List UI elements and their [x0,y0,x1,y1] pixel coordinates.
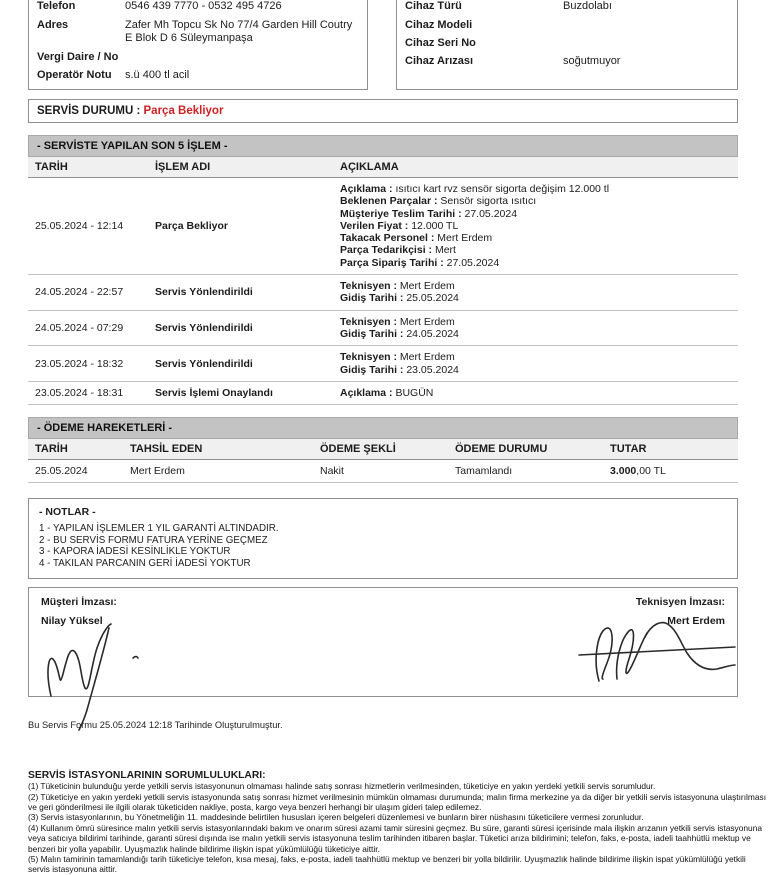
operation-name: Servis Yönlendirildi [155,357,253,370]
detail-label: Takacak Personel : [340,232,437,244]
service-status-box [28,99,738,123]
operation-row [28,178,738,275]
operation-date: 23.05.2024 - 18:31 [35,387,124,399]
operation-details [340,280,738,305]
operation-row [28,311,738,347]
note-item: 2 - BU SERVİS FORMU FATURA YERİNE GEÇMEZ [39,534,268,546]
note-item: 3 - KAPORA İADESİ KESİNLİKLE YOKTUR [39,546,231,558]
responsibility-paragraph: (1) Tüketicinin bulunduğu yerde yetkili servis istasyonunun olmaması halinde satış sonrası hizmetlerin verilmesinden, tüketiciye en yakın yerdeki yetkili servis sorumludur. [28,781,656,792]
operation-details [340,351,738,376]
payment-amount [610,465,738,477]
cihaz-arizasi-label: Cihaz Arızası [405,55,474,67]
responsibilities-section [28,770,768,875]
operation-details [340,316,738,341]
service-status-value: Parça Bekliyor [143,105,224,117]
note-item: 1 - YAPILAN İŞLEMLER 1 YIL GARANTİ ALTINDADIR. [39,523,279,535]
customer-info-box [28,0,368,90]
detail-value: 27.05.2024 [464,207,518,220]
responsibility-paragraph: (3) Servis istasyonlarının, bu Yönetmeliğin 11. maddesinde belirtilen hususları içeren belgeleri düzenlemesi ve bunların birer nüshasını tüketicilere vermesi zorunludur. [28,812,644,823]
responsibility-paragraph: (5) Malın tamirinin tamamlandığı tarih tüketiciye telefon, kısa mesaj, faks, e-posta, iadeli taahhütlü mektup ve benzeri bir yolla bildirilir. Uyuşmazlık halinde bildirime ilişkin ispat yükümlülüğü yetkili servis istasyonuna aittir. [28,854,746,875]
device-row-modeli [405,16,737,34]
device-row-arizasi [405,52,737,71]
detail-label: Teknisyen : [340,316,400,328]
payments-header-tarih: TARİH [35,443,68,456]
customer-row-operator-notu [37,66,367,85]
cihaz-arizasi-value: soğutmuyor [563,55,621,67]
payment-date: 25.05.2024 [35,465,88,478]
telefon-label: Telefon [37,0,76,12]
detail-label: Beklenen Parçalar : [340,195,440,207]
detail-label: Açıklama : [340,183,395,195]
detail-label: Gidiş Tarihi : [340,364,406,376]
operation-date: 25.05.2024 - 12:14 [35,220,124,233]
detail-value: 27.05.2024 [446,256,500,269]
payment-status: Tamamlandı [455,465,513,478]
operation-name: Servis İşlemi Onaylandı [155,387,273,399]
responsibilities-title: SERVİS İSTASYONLARININ SORUMLULUKLARI: [28,770,266,782]
operations-table-header [28,157,738,178]
service-status-label: SERVİS DURUMU : [37,105,141,117]
customer-row-adres [37,16,367,48]
operation-date: 24.05.2024 - 07:29 [35,321,124,334]
detail-label: Gidiş Tarihi : [340,292,406,304]
detail-value: Mert Erdem [399,351,455,364]
operation-date: 23.05.2024 - 18:32 [35,357,124,370]
operations-header-tarih: TARİH [35,161,68,173]
adres-label: Adres [37,19,69,31]
payments-table-header [28,439,738,460]
cihaz-turu-label: Cihaz Türü [405,0,462,12]
operation-name: Parça Bekliyor [155,220,228,233]
note-item: 4 - TAKILAN PARCANIN GERİ İADESİ YOKTUR [39,557,251,569]
technician-signature-icon [577,613,737,688]
detail-label: Açıklama : [340,387,395,399]
detail-label: Teknisyen : [340,280,400,292]
operation-row [28,346,738,382]
detail-value: Mert Erdem [437,232,493,245]
detail-value: 23.05.2024 [406,363,459,376]
detail-value: 24.05.2024 [406,327,459,340]
responsibility-paragraph: (2) Tüketiciye en yakın yerdeki yetkili servis istasyonunda satış sonrası hizmet verilmesinin mümkün olmaması durumunda; malın firma merkezine ya da diğer bir yetkili servis istasyonuna ulaştırılması ve geri gönderilmesi ile ilgili olarak tüketiciden nakliye, posta, kargo veya benzeri herhangi bir ulaşım gideri talep edilemez. [28,791,767,812]
detail-value: BUGÜN [395,386,434,399]
device-info-box [396,0,738,90]
detail-value: ısıtıcı kart rvz sensör sigorta değişim 12.000 tl [395,183,610,195]
telefon-value: 0546 439 7770 - 0532 495 4726 [125,0,282,12]
detail-label: Parça Tedarikçisi : [340,244,435,256]
detail-label: Parça Sipariş Tarihi : [340,257,447,269]
technician-name: Mert Erdem [667,615,725,628]
operation-details [340,183,738,269]
customer-name: Nilay Yüksel [41,615,103,628]
detail-value: Mert Erdem [399,315,455,328]
responsibility-paragraph: (4) Kullanım ömrü süresince malın yetkili servis istasyonlarındaki bakım ve onarım süresi azami tamir süresini geçmez. Bu süre, garanti süresi içerisinde mala ilişkin arızanın yetkili servis istasyonuna veya satıcıya bildirimi tarihinde, garanti süresi dışında ise malın yetkili servis istasyonuna teslim tarihinden itibaren başlar. Tüketici arıza bildirimini; telefon, faks, e-posta, iadeli taahhütlü mektup ve benzeri bir yolla yapabilir. Uyuşmazlık halinde bildirime ilişkin ispat yükümlülüğü tüketiciye aittir. [28,822,763,854]
cihaz-seri-no-label: Cihaz Seri No [405,37,476,49]
operation-row [28,275,738,311]
payment-row [28,460,738,483]
detail-label: Verilen Fiyat : [340,220,411,232]
technician-signature-label: Teknisyen İmzası: [635,596,725,609]
operations-header-aciklama: AÇIKLAMA [340,161,399,173]
vergi-label: Vergi Daire / No [37,51,119,63]
payments-section-header: - ÖDEME HAREKETLERİ - [28,417,738,439]
cihaz-turu-value: Buzdolabı [563,0,612,12]
detail-value: Mert Erdem [399,280,455,293]
detail-value: 12.000 TL [411,219,459,232]
device-row-seri-no [405,34,737,52]
operator-notu-value: s.ü 400 tl acil [125,69,190,81]
operations-section-header: - SERVİSTE YAPILAN SON 5 İŞLEM - [28,135,738,157]
payments-header-odeme-durumu: ÖDEME DURUMU [455,443,548,456]
payment-collector: Mert Erdem [130,465,185,478]
detail-label: Gidiş Tarihi : [340,328,406,340]
operation-row [28,382,738,405]
payment-amount-bold: 3.000 [610,465,637,478]
payment-method: Nakit [320,465,344,478]
operation-details [340,387,738,399]
detail-value: Mert [434,244,456,257]
operator-notu-label: Operatör Notu [37,69,112,81]
operations-header-islem-adi: İŞLEM ADI [155,161,211,173]
notes-box [28,498,738,579]
payments-header-tahsil-eden: TAHSİL EDEN [130,443,203,456]
customer-signature-label: Müşteri İmzası: [41,596,117,609]
customer-row-vergi [37,48,367,66]
customer-signature-icon [37,618,187,728]
operation-name: Servis Yönlendirildi [155,321,253,334]
detail-value: 25.05.2024 [406,292,459,305]
top-info-section [28,0,738,90]
operation-date: 24.05.2024 - 22:57 [35,286,124,299]
adres-value: Zafer Mh Topcu Sk No 77/4 Garden Hill Coutry E Blok D 6 Süleymanpaşa [125,19,353,44]
notes-title: - NOTLAR - [39,506,96,519]
form-created-line: Bu Servis Formu 25.05.2024 12:18 Tarihinde Oluşturulmuştur. [28,720,283,731]
payments-header-odeme-sekli: ÖDEME ŞEKLİ [320,443,396,456]
detail-label: Teknisyen : [340,351,400,363]
operation-name: Servis Yönlendirildi [155,286,253,299]
device-row-turu [405,0,737,16]
customer-row-telefon [37,0,367,16]
form-content [28,0,767,875]
payment-amount-rest: ,00 TL [636,465,666,478]
payments-header-tutar: TUTAR [610,443,647,456]
detail-value: Sensör sigorta ısıtıcı [440,195,537,208]
detail-label: Müşteriye Teslim Tarihi : [340,208,465,220]
signatures-box [28,587,738,697]
cihaz-modeli-label: Cihaz Modeli [405,19,473,31]
